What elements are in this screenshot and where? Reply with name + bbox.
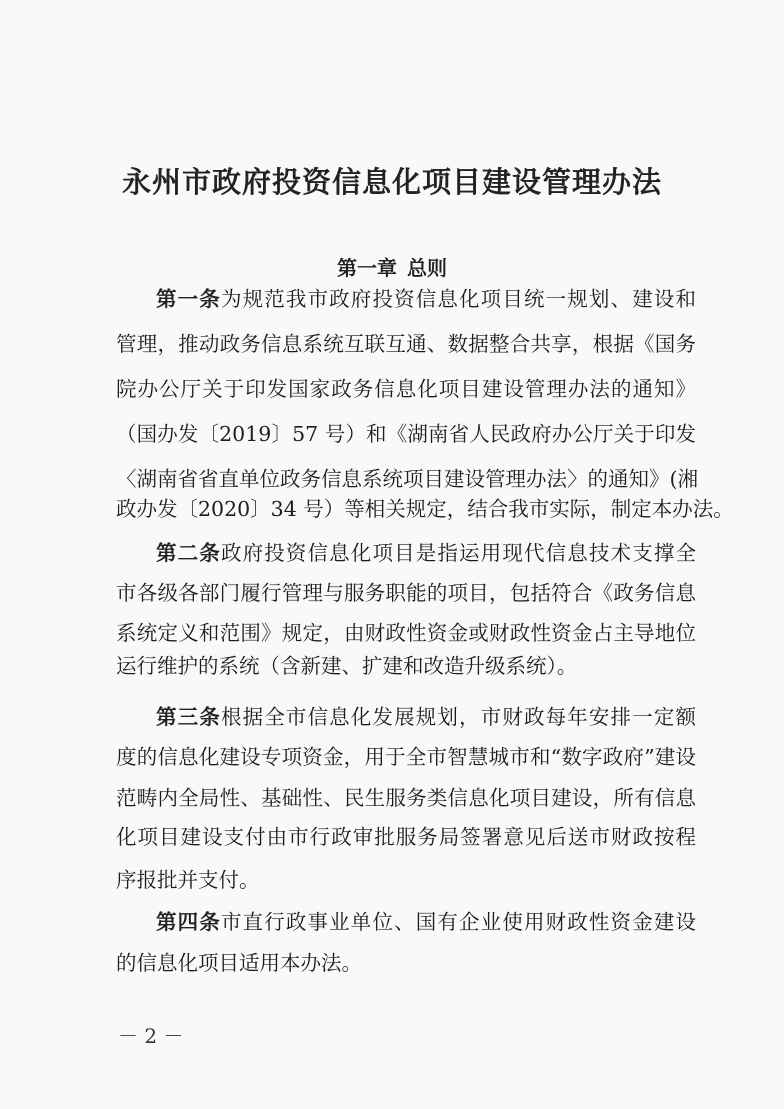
article-1-label: 第一条 [156,287,221,311]
document-title: 永州市政府投资信息化项目建设管理办法 [121,165,662,199]
article-4-label: 第四条 [156,910,221,934]
article-2-line: 市各级各部门履行管理与服务职能的项目，包括符合《政务信息 [116,581,696,605]
chapter-number: 第一章 [337,256,397,280]
article-1-line: 管理，推动政务信息系统互联互通、数据整合共享，根据《国务 [116,332,696,356]
article-3-line: 序报批并支付。 [116,868,260,892]
article-1-line: 〈湖南省省直单位政务信息系统项目建设管理办法〉的通知》(湘 [116,467,698,491]
chapter-heading [0,252,784,281]
article-1-line: 政办发〔2020〕34 号）等相关规定，结合我市实际，制定本办法。 [116,497,734,521]
article-2-first-line [156,538,696,568]
article-4-line: 的信息化项目适用本办法。 [116,951,362,975]
article-4-text: 市直行政事业单位、国有企业使用财政性资金建设 [220,910,696,934]
article-3-text: 根据全市信息化发展规划，市财政每年安排一定额 [220,705,696,729]
article-1-first-line [156,284,696,314]
article-2-line: 系统定义和范围》规定，由财政性资金或财政性资金占主导地位 [116,621,696,645]
article-3-line: 化项目建设支付由市行政审批服务局签署意见后送市财政按程 [116,825,696,849]
article-1-line: （国办发〔2019〕57 号）和《湖南省人民政府办公厅关于印发 [116,422,696,446]
article-3-line: 度的信息化建设专项资金，用于全市智慧城市和“数字政府”建设 [116,745,696,769]
article-2-text: 政府投资信息化项目是指运用现代信息技术支撑全 [220,541,696,565]
chapter-name: 总则 [407,256,447,280]
article-2-line: 运行维护的系统（含新建、扩建和改造升级系统）。 [116,654,578,678]
article-4-first-line [156,907,696,937]
article-3-line: 范畴内全局性、基础性、民生服务类信息化项目建设，所有信息 [116,786,696,810]
article-1-text: 为规范我市政府投资信息化项目统一规划、建设和 [220,287,696,311]
article-2-label: 第二条 [156,541,221,565]
article-3-label: 第三条 [156,705,221,729]
article-3-first-line [156,702,696,732]
article-1-line: 院办公厅关于印发国家政务信息化项目建设管理办法的通知》 [116,377,696,401]
page-number: － 2 － [118,1024,184,1048]
